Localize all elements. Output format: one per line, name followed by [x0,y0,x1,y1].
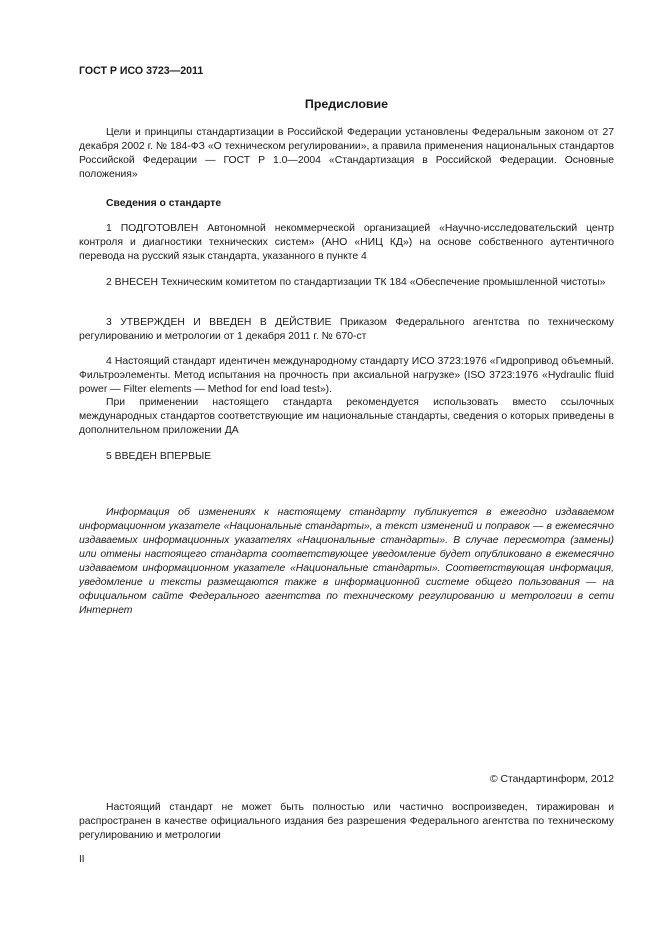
reproduction-paragraph: Настоящий стандарт не может быть полностью или частично воспроизведен, тиражирован и распространен в качестве официального издания без разрешения Федерального агентства по техническому регулированию и метрологии [79,802,614,841]
standard-designation: ГОСТ Р ИСО 3723—2011 [79,65,204,77]
item-5-paragraph: 5 ВВЕДЕН ВПЕРВЫЕ [106,451,212,462]
item-1-paragraph: 1 ПОДГОТОВЛЕН Автономной некоммерческой организацией «Научно-исследовательский центр контроля и диагностики технических систем» (АНО «НИЦ КД») на основе собственного аутентичного перевода на русский язык стандарта, указанного в пункте 4 [79,223,614,262]
item-3-paragraph: 3 УТВЕРЖДЕН И ВВЕДЕН В ДЕЙСТВИЕ Приказом Федерального агентства по техническому регулированию и метрологии от 1 декабря 2011 г. № 670-ст [79,317,614,342]
item-4-note-paragraph: При применении настоящего стандарта рекомендуется использовать вместо ссылочных международных стандартов соответствующие им национальные стандарты, сведения о которых приведены в дополнительном приложении ДА [79,397,614,436]
page-title: Предисловие [304,97,389,111]
item-2-paragraph: 2 ВНЕСЕН Техническим комитетом по стандартизации ТК 184 «Обеспечение промышленной чистоты» [106,277,606,288]
item-4-paragraph: 4 Настоящий стандарт идентичен международному стандарту ИСО 3723:1976 «Гидропривод объемный. Фильтроэлементы. Метод испытания на прочность при аксиальной нагрузке» (ISO 3723:1976 «Hydraulic fluid power — Filter elements — Method for end load test»). [79,356,614,395]
page-number: II [79,854,85,865]
section-heading: Сведения о стандарте [106,198,222,209]
intro-paragraph: Цели и принципы стандартизации в Российской Федерации установлены Федеральным законом от 27 декабря 2002 г. № 184-ФЗ «О техническом регулировании», а правила применения национальных стандартов Российской Федерации — ГОСТ Р 1.0—2004 «Стандартизация в Российской Федерации. Основные положения» [79,127,614,180]
notice-paragraph: Информация об изменениях к настоящему стандарту публикуется в ежегодно издаваемом информационном указателе «Национальные стандарты», а текст изменений и поправок — в ежемесячно издаваемых информационных указателях «Национальные стандарты». В случае пересмотра (замены) или отмены настоящего стандарта соответствующее уведомление будет опубликовано в ежемесячно издаваемом информационном указателе «Национальные стандарты». Соответствующая информация, уведомление и тексты размещаются также в информационной системе общего пользования — на официальном сайте Федерального агентства по техническому регулированию и метрологии в сети Интернет [79,507,614,616]
copyright-line: © Стандартинформ, 2012 [489,774,614,785]
